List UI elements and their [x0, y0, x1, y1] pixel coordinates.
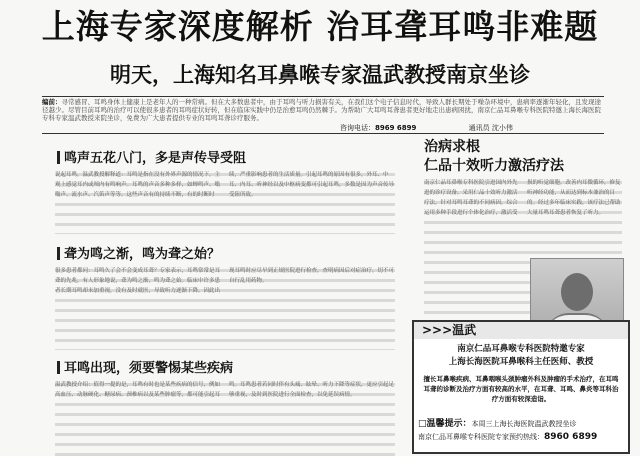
- sidebar-body: 南京仁品耳鼻喉专科医院引进国内外先进的诊疗设备，采用仁品十效听力激活疗法，针对耳鸣耳聋的不同病因，综合运用多种手段进行个体化治疗，激活受损的听觉细胞，改善内耳微循环，修复听神经功能，从而达到标本兼治的目的。经过多年临床实践，该疗法已帮助大量耳鸣耳聋患者恢复了听力。: [424, 178, 622, 358]
- doctor-title-2: 上海长海医院耳鼻喉科主任医师、教授: [448, 357, 594, 367]
- section-marker-1: [57, 151, 60, 164]
- booking-number: 8960 6899: [544, 432, 598, 442]
- article-main: [55, 138, 395, 456]
- subheadline: 明天，上海知名耳鼻喉专家温武教授南京坐诊: [110, 63, 530, 87]
- sidebar-title-2: 仁品十效听力激活疗法: [424, 158, 564, 174]
- doctor-title-1: 南京仁品耳鼻喉专科医院特邀专家: [457, 344, 585, 354]
- section-marker-3: [57, 361, 60, 374]
- section-body-1: 说起耳鸣，温武教授解释道：耳鸣是指在没有外界声源的情况下，主观上感觉耳内或颅内有鸣响声。耳鸣的声音多种多样，如蝉鸣声、嗡嗡声、流水声、汽笛声等等。这些声音有的持续不断，有的时断时续，严重影响患者的生活质量。引起耳鸣的原因有很多，外耳、中耳、内耳、听神经以及中枢病变都可引起耳鸣，多数是因为声音传导受阻所致。: [55, 170, 395, 234]
- hotline-label: 咨询电话：: [340, 124, 375, 132]
- sidebar-title-1: 治病求根: [424, 139, 480, 155]
- booking-label: 南京仁品耳鼻喉专科医院专家预约热线：: [418, 433, 544, 441]
- section-body-2: 很多患者都问：耳鸣久了会不会变成耳聋？专家表示，耳鸣常常是耳聋的先兆，有人形象地说，聋为鸣之渐，鸣为聋之始。临床中许多患者长期耳鸣却未加重视，没有及时就医，导致听力逐渐下降。因此出现耳鸣时应尽早到正规医院进行检查，查明病因后对症治疗，切不可自行乱用药物。: [55, 266, 395, 350]
- tip-text: 本周三上海长海医院温武教授坐诊: [471, 420, 577, 428]
- doctor-info-box: [412, 320, 630, 454]
- hotline-number: 8969 6899: [375, 124, 417, 132]
- photo-head-shape: [561, 273, 593, 311]
- section-title-2: 聋为鸣之渐，鸣为聋之始？: [57, 246, 220, 264]
- section-title-3: 耳鸣出现，须要警惕某些疾病: [57, 360, 233, 378]
- section-title-1: 鸣声五花八门，多是声传导受阻: [57, 150, 246, 168]
- headline: 上海专家深度解析 治耳聋耳鸣非难题: [41, 7, 599, 46]
- editor-note-text: 寻常感冒、耳鸣身体上健康上是老年人的一种常病。但在大多数患者中，由于耳鸣与听力损害有关，在我们这个电子信息时代，导致人群长期处于噪杂环境中，患病率逐渐年轻化，且发现途径越少。尽管目前耳鸣的治疗可以使很多患者的耳鸣症状好转，但在临床实践中仍是治愈耳鸣仍然棘手。为帮助广大耳鸣耳聋患者更好地走出患病困扰，南京仁品耳鼻喉专科医院特邀上海长海医院专科专家温武教授来院坐诊，免费为广大患者提供专业的耳鸣耳聋诊疗服务。: [42, 98, 601, 122]
- reporter-credit: 通讯员 沈小伟: [468, 124, 513, 132]
- section-marker-2: [57, 247, 60, 260]
- tip-label: □温馨提示：: [418, 419, 472, 429]
- intro-footer: [340, 123, 600, 133]
- doctor-description: 擅长耳鼻喉疾病、耳鼻咽喉头颈肿瘤外科及肿瘤的手术治疗，在耳鸣耳聋的诊断及治疗方面有较高的水平，在耳聋、耳鸣、鼻炎等耳科治疗方面有较深造诣。: [423, 375, 619, 403]
- doctor-name: >>>温武: [414, 322, 628, 339]
- editor-note-label: 编前：: [42, 98, 62, 106]
- warm-tip: [418, 418, 624, 448]
- section-body-3: 温武教授介绍：值得一提的是，耳鸣有时也是某些疾病的信号，例如高血压、动脉硬化、糖尿病、颈椎病以及某些肿瘤等，都可能引起耳鸣。耳鸣患者若同时伴有头痛、眩晕、听力下降等症状，更应引起足够重视，及时到医院进行全面检查，以免延误病情。: [55, 380, 395, 456]
